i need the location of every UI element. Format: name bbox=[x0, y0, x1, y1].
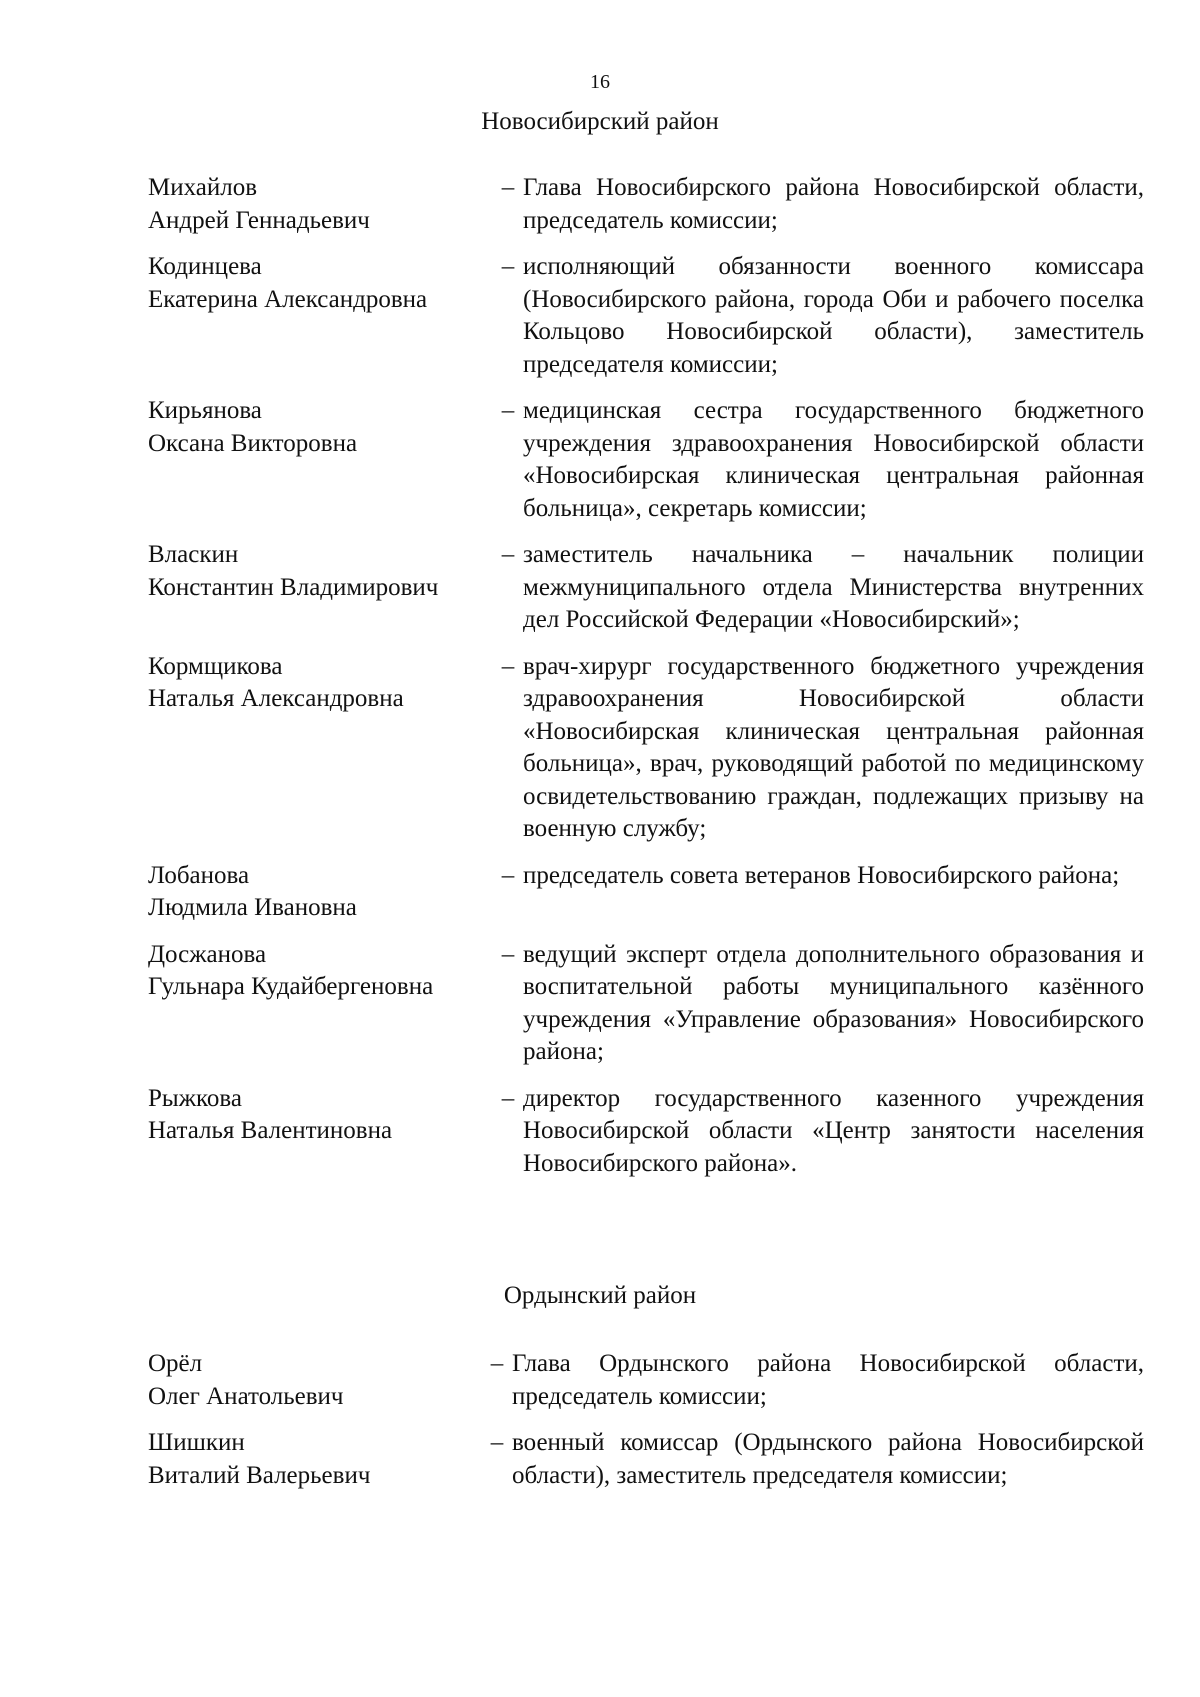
dash-separator: – bbox=[501, 174, 515, 201]
member-role: председатель совета ветеранов Новосибирского района; bbox=[523, 861, 1120, 889]
member-role: военный комиссар (Ордынского района Новосибирской области), заместитель председателя комиссии; bbox=[512, 1429, 1144, 1489]
member-surname: Шишкин bbox=[148, 1429, 245, 1456]
dash-separator: – bbox=[501, 397, 515, 424]
member-surname: Михайлов bbox=[148, 174, 258, 201]
member-name bbox=[148, 172, 493, 237]
member-surname: Кирьянова bbox=[148, 397, 262, 424]
member-role: заместитель начальника – начальник полиции межмуниципального отдела Министерства внутренних дел Российской Федерации «Новосибирский»; bbox=[523, 541, 1144, 633]
member-given-name: Константин Владимирович bbox=[148, 573, 439, 601]
member-role: директор государственного казенного учреждения Новосибирской области «Центр занятости населения Новосибирского района». bbox=[523, 1084, 1144, 1177]
member-role: медицинская сестра государственного бюджетного учреждения здравоохранения Новосибирской области «Новосибирская клиническая центральная районная больница», секретарь комиссии; bbox=[523, 397, 1144, 522]
member-entry bbox=[148, 651, 1144, 846]
member-role: врач-хирург государственного бюджетного учреждения здравоохранения Новосибирской области «Новосибирская клиническая центральная районная больница», врач, руководящий работой по медицинскому освидетельствованию граждан, подлежащих призыву на военную службу; bbox=[523, 652, 1144, 842]
member-role: Глава Новосибирского района Новосибирской области, председатель комиссии; bbox=[523, 174, 1144, 234]
member-list-ordynsky bbox=[148, 1348, 1144, 1506]
member-role: ведущий эксперт отдела дополнительного образования и воспитательной работы муниципального казённого учреждения «Управление образования» Новосибирского района; bbox=[523, 940, 1144, 1065]
member-given-name: Гульнара Кудайбергеновна bbox=[148, 973, 434, 1000]
dash-separator: – bbox=[501, 253, 515, 280]
dash-separator: – bbox=[501, 940, 515, 968]
member-given-name: Людмила Ивановна bbox=[148, 894, 357, 921]
member-given-name: Андрей Геннадьевич bbox=[148, 206, 370, 234]
member-entry bbox=[148, 251, 1144, 381]
member-surname: Кодинцева bbox=[148, 253, 262, 280]
page-number: 16 bbox=[590, 71, 610, 93]
member-given-name: Олег Анатольевич bbox=[148, 1382, 344, 1410]
member-role: Глава Ордынского района Новосибирской области, председатель комиссии; bbox=[512, 1350, 1144, 1410]
member-given-name: Оксана Викторовна bbox=[148, 429, 358, 457]
dash-separator: – bbox=[501, 1084, 515, 1112]
member-name bbox=[148, 395, 493, 460]
member-list-novosibirsk bbox=[148, 172, 1144, 1194]
member-surname: Рыжкова bbox=[148, 1084, 242, 1112]
member-role: исполняющий обязанности военного комиссара (Новосибирского района, города Оби и рабочего поселка Кольцово Новосибирской области), заместитель председателя комиссии; bbox=[523, 253, 1144, 378]
dash-separator: – bbox=[490, 1350, 504, 1377]
member-given-name: Наталья Валентиновна bbox=[148, 1117, 393, 1144]
member-entry bbox=[148, 1427, 1144, 1492]
dash-separator: – bbox=[501, 861, 515, 889]
member-entry bbox=[148, 172, 1144, 237]
member-entry bbox=[148, 539, 1144, 637]
section-title-novosibirsk: Новосибирский район bbox=[481, 108, 719, 135]
member-name bbox=[148, 1348, 482, 1413]
member-given-name: Екатерина Александровна bbox=[148, 285, 428, 313]
member-surname: Досжанова bbox=[148, 940, 267, 968]
member-entry bbox=[148, 395, 1144, 525]
member-surname: Лобанова bbox=[148, 861, 250, 889]
member-surname: Власкин bbox=[148, 541, 239, 568]
member-entry bbox=[148, 939, 1144, 1069]
member-name bbox=[148, 539, 493, 604]
member-given-name: Наталья Александровна bbox=[148, 685, 404, 712]
dash-separator: – bbox=[501, 652, 515, 680]
member-entry bbox=[148, 1083, 1144, 1181]
member-name bbox=[148, 651, 493, 716]
dash-separator: – bbox=[501, 541, 515, 568]
member-entry bbox=[148, 1348, 1144, 1413]
member-name bbox=[148, 251, 493, 316]
member-surname: Орёл bbox=[148, 1350, 203, 1377]
dash-separator: – bbox=[490, 1429, 504, 1456]
member-name bbox=[148, 939, 493, 1004]
member-given-name: Виталий Валерьевич bbox=[148, 1461, 371, 1489]
member-name bbox=[148, 860, 493, 925]
section-title-ordynsky: Ордынский район bbox=[503, 1282, 697, 1309]
member-entry bbox=[148, 860, 1144, 925]
member-name bbox=[148, 1427, 482, 1492]
member-name bbox=[148, 1083, 493, 1148]
member-surname: Кормщикова bbox=[148, 652, 283, 680]
